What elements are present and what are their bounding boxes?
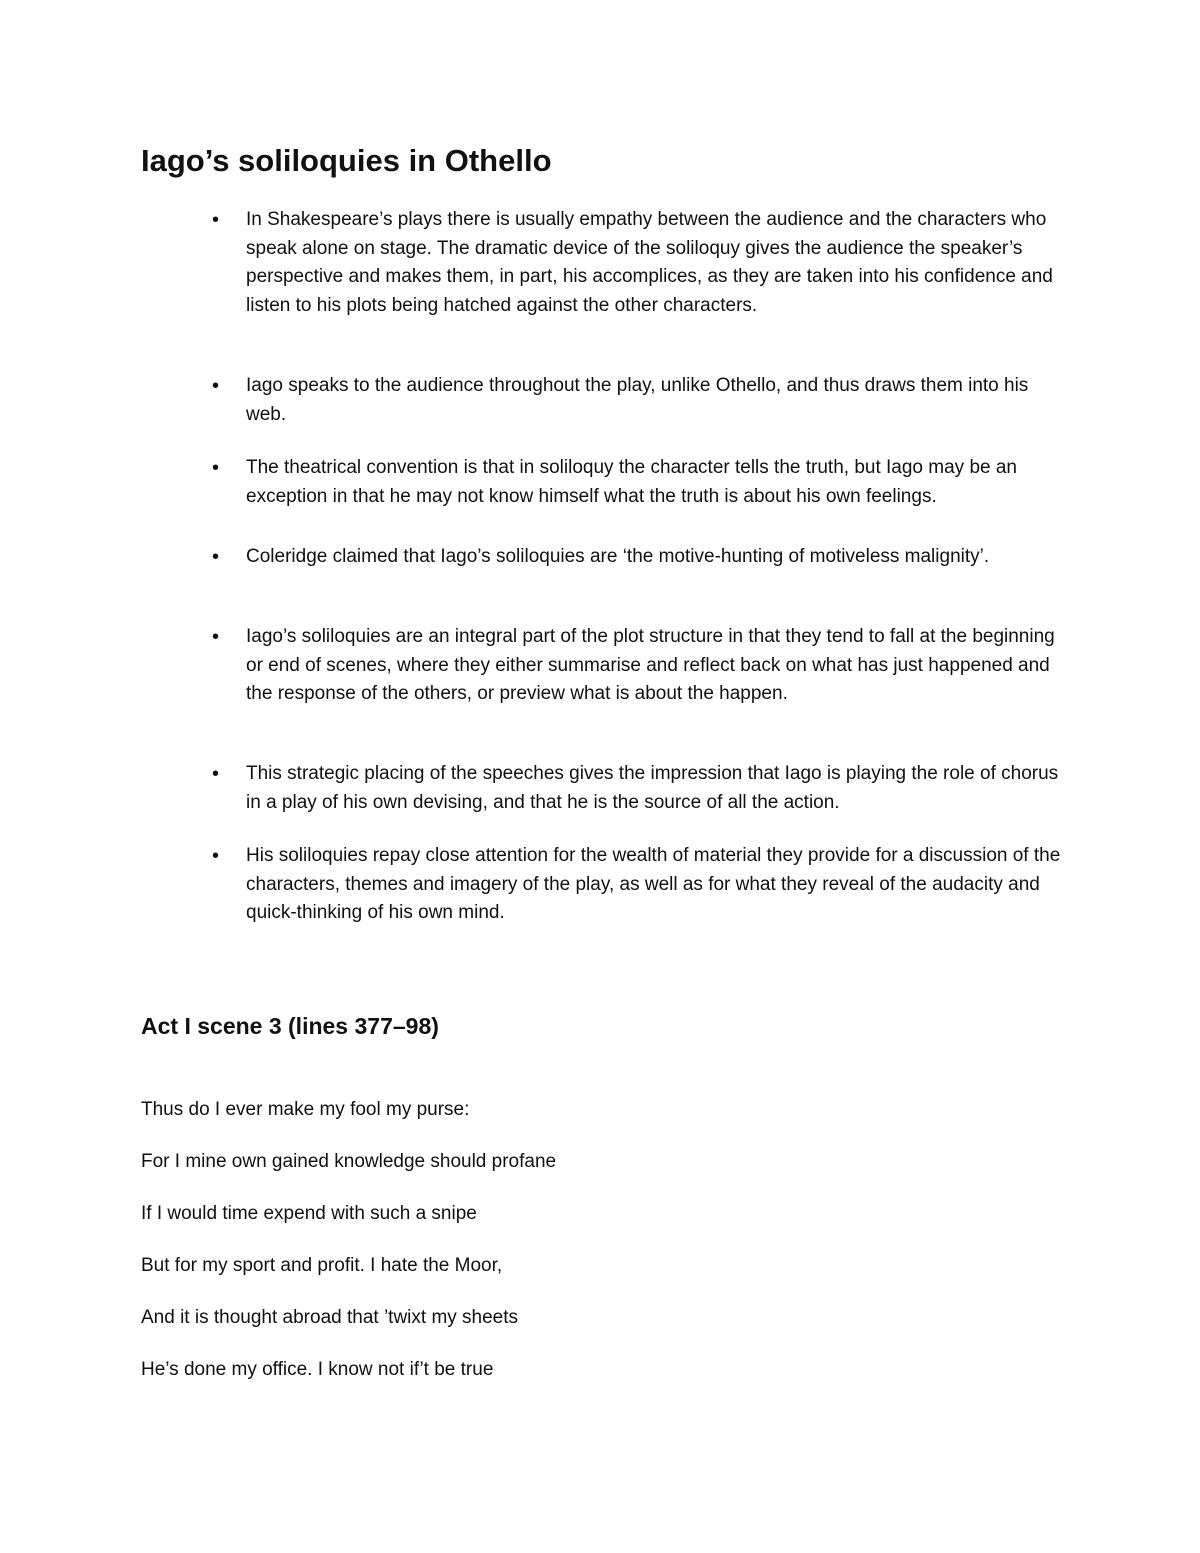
- verse-line: For I mine own gained knowledge should profane: [141, 1151, 557, 1172]
- bullet-icon: •: [212, 457, 220, 479]
- bullet-icon: •: [212, 845, 220, 867]
- list-item: [212, 372, 1072, 429]
- verse-line: Thus do I ever make my fool my purse:: [141, 1099, 470, 1120]
- bullet-icon: •: [212, 209, 220, 231]
- page-title: Iago’s soliloquies in Othello: [141, 143, 552, 178]
- verse-line: If I would time expend with such a snipe: [141, 1203, 477, 1224]
- bullet-icon: •: [212, 763, 220, 785]
- list-item: [212, 543, 1072, 572]
- list-item: [212, 623, 1072, 709]
- bullet-text: His soliloquies repay close attention for the wealth of material they provide for a discussion of the characters, themes and imagery of the play, as well as for what they reveal of the audacity and quick-thinking of his own mind.: [246, 845, 1061, 924]
- list-item: [212, 454, 1072, 511]
- bullet-text: Iago speaks to the audience throughout the play, unlike Othello, and thus draws them into his web.: [246, 375, 1029, 425]
- bullet-text: The theatrical convention is that in soliloquy the character tells the truth, but Iago may be an exception in that he may not know himself what the truth is about his own feelings.: [246, 457, 1017, 507]
- bullet-text: Coleridge claimed that Iago’s soliloquies are ‘the motive-hunting of motiveless malignity’.: [246, 546, 990, 567]
- bullet-icon: •: [212, 626, 220, 648]
- bullet-icon: •: [212, 546, 220, 568]
- verse-line: But for my sport and profit. I hate the Moor,: [141, 1255, 503, 1276]
- verse-line: And it is thought abroad that ’twixt my sheets: [141, 1307, 519, 1328]
- bullet-text: Iago’s soliloquies are an integral part of the plot structure in that they tend to fall at the beginning or end of scenes, where they either summarise and reflect back on what has just happened and the response of the others, or preview what is about the happen.: [246, 626, 1055, 705]
- list-item: [212, 760, 1072, 817]
- verse-line: He’s done my office. I know not if’t be true: [141, 1359, 494, 1380]
- section-heading: Act I scene 3 (lines 377–98): [141, 1013, 439, 1039]
- list-item: [212, 206, 1072, 320]
- bullet-text: In Shakespeare’s plays there is usually empathy between the audience and the characters who speak alone on stage. The dramatic device of the soliloquy gives the audience the speaker’s perspective and makes them, in part, his accomplices, as they are taken into his confidence and listen to his plots being hatched against the other characters.: [246, 209, 1053, 316]
- bullet-text: This strategic placing of the speeches gives the impression that Iago is playing the role of chorus in a play of his own devising, and that he is the source of all the action.: [246, 763, 1059, 813]
- list-item: [212, 842, 1072, 928]
- bullet-icon: •: [212, 375, 220, 397]
